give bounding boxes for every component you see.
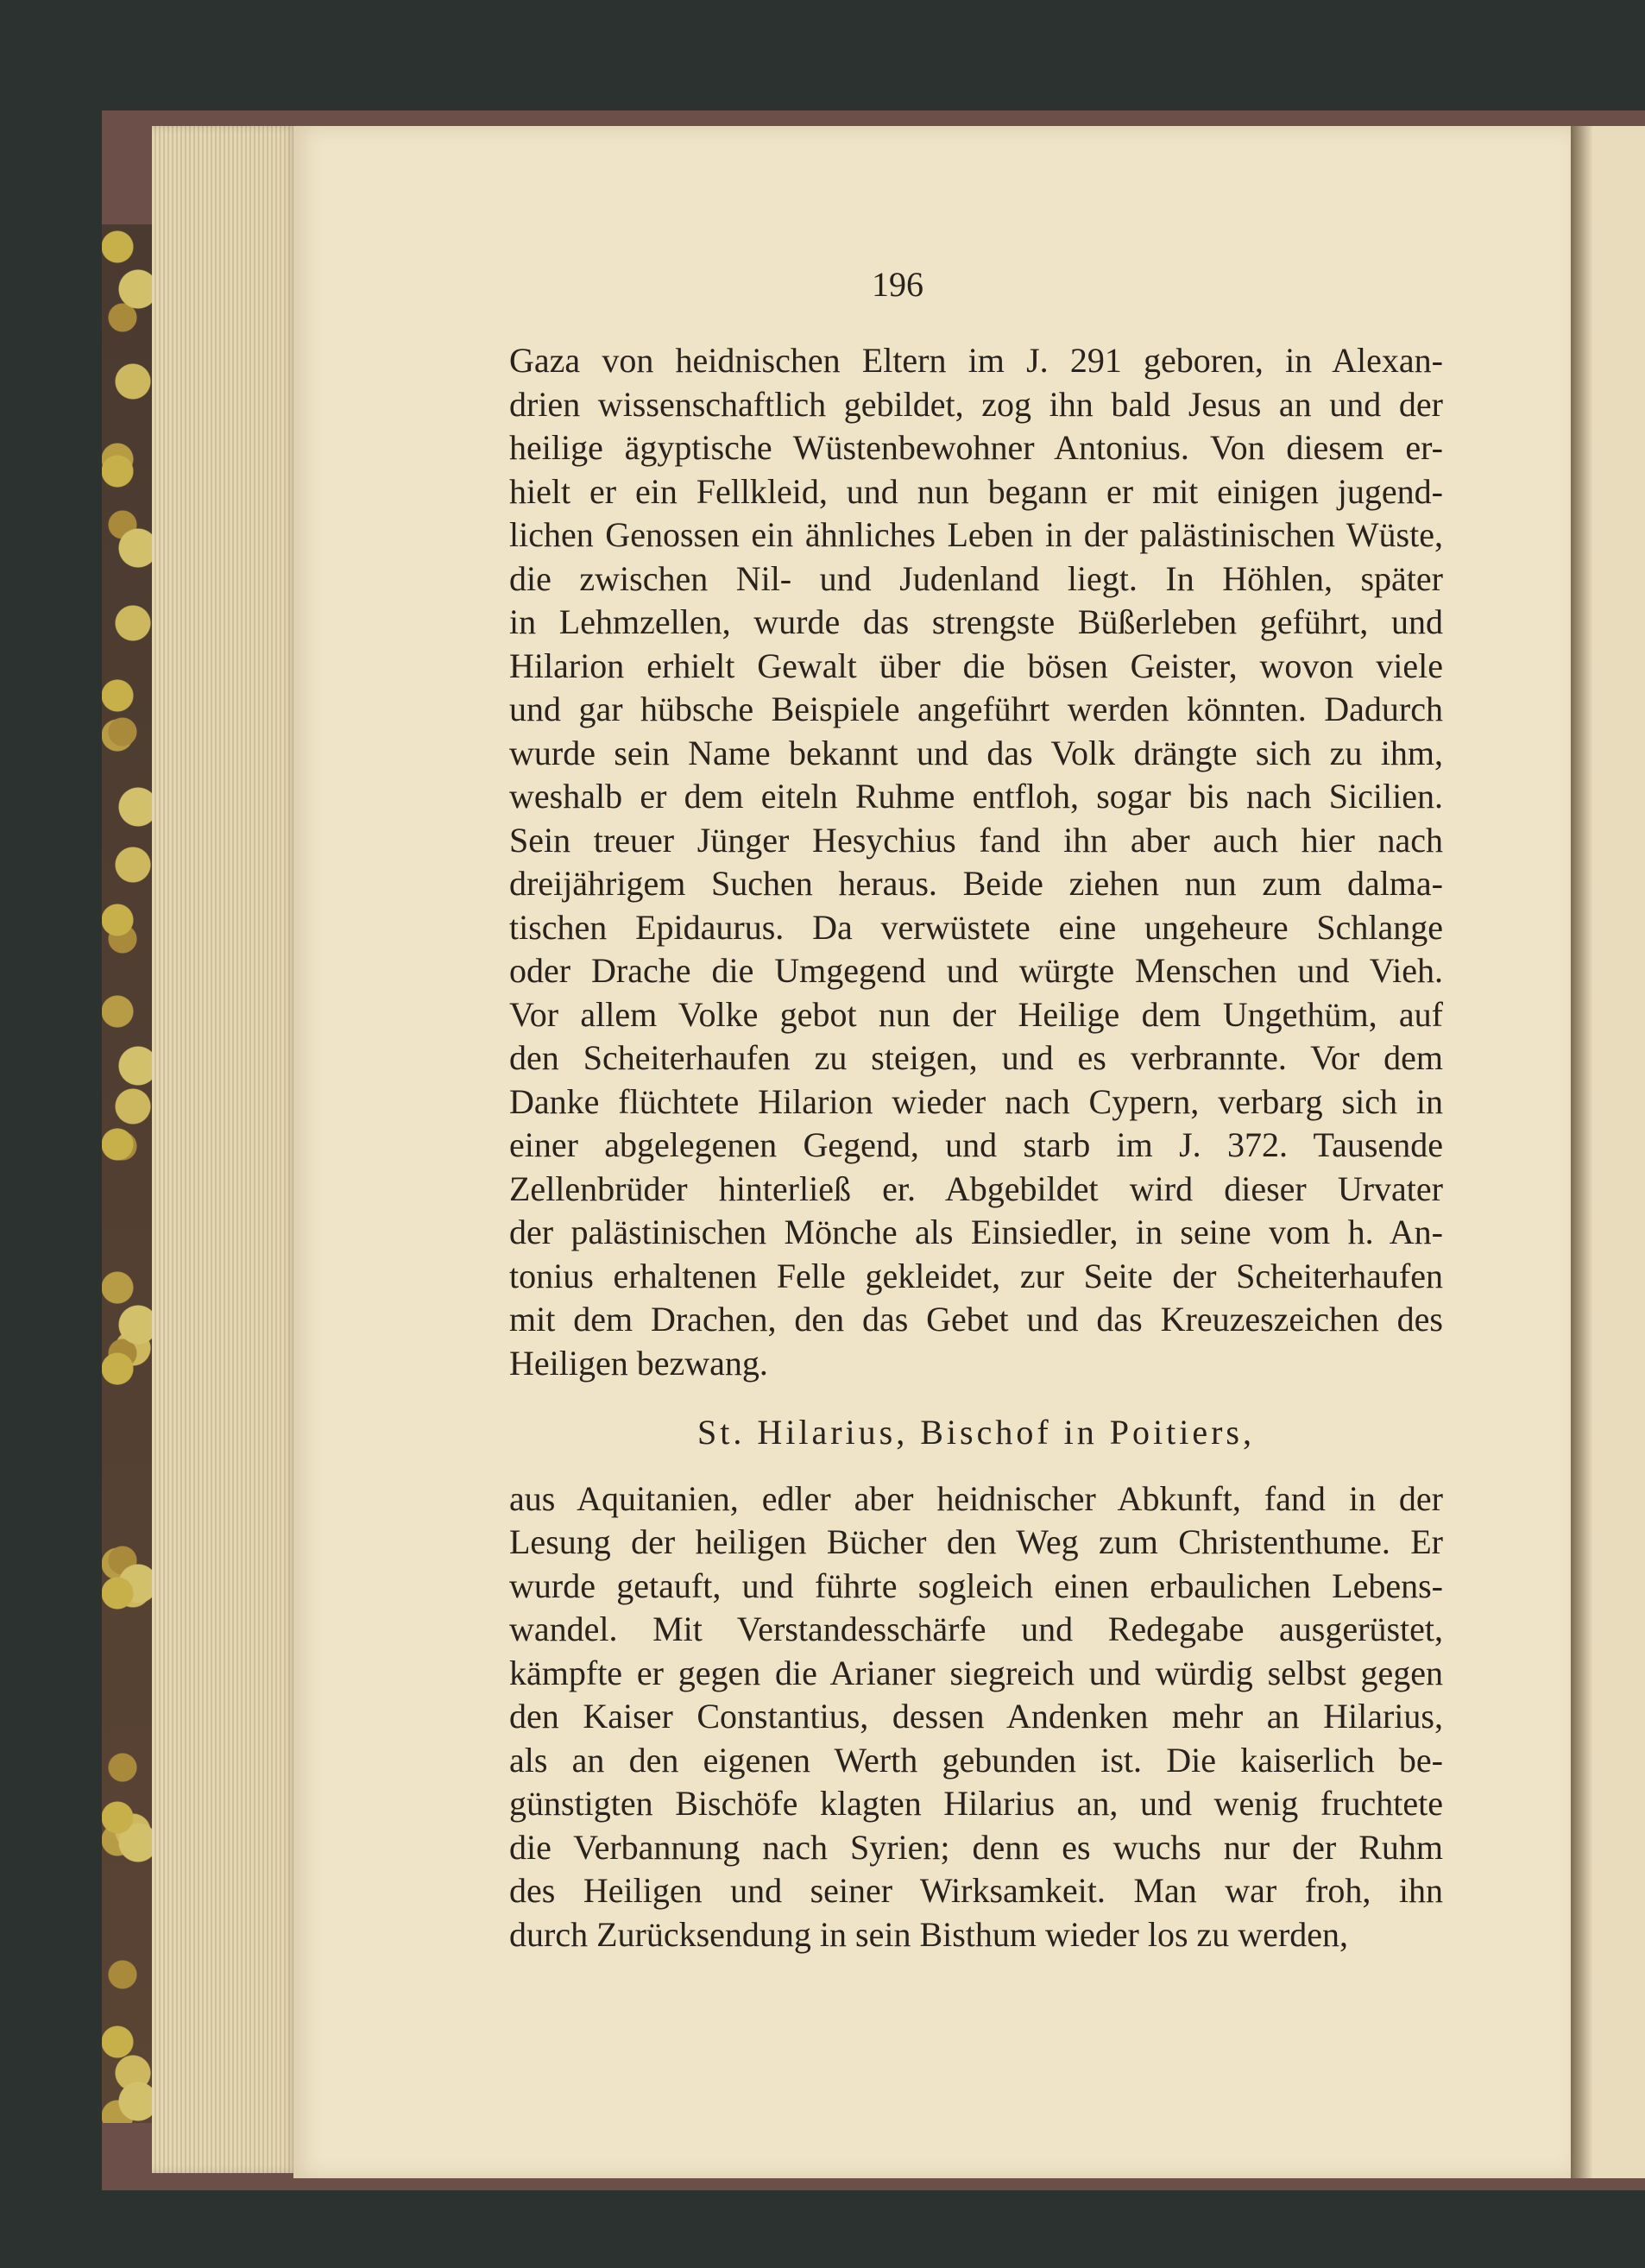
- text-line: tonius erhaltenen Felle gekleidet, zur Seite der Scheiterhaufen: [509, 1256, 1443, 1295]
- text-line: drien wissenschaftlich gebildet, zog ihn bald Jesus an und der: [509, 384, 1443, 424]
- marbled-edge: [102, 224, 154, 2123]
- paragraph-hilarion: [509, 339, 1443, 1385]
- text-line: wurde getauft, und führte sogleich einen erbaulichen Lebens-: [509, 1566, 1443, 1605]
- text-line: mit dem Drachen, den das Gebet und das Kreuzeszeichen des: [509, 1300, 1443, 1339]
- text-line: Vor allem Volke gebot nun der Heilige dem Ungethüm, auf: [509, 994, 1443, 1034]
- text-line: wurde sein Name bekannt und das Volk drängte sich zu ihm,: [509, 733, 1443, 772]
- facing-page-edge: [1571, 126, 1645, 2178]
- text-line: und gar hübsche Beispiele angeführt werden könnten. Dadurch: [509, 690, 1443, 728]
- text-line: den Scheiterhaufen zu steigen, und es verbrannte. Vor dem: [509, 1038, 1443, 1077]
- text-line: in Lehmzellen, wurde das strengste Büßerleben geführt, und: [509, 602, 1443, 641]
- text-line: die zwischen Nil- und Judenland liegt. In Höhlen, später: [509, 558, 1443, 598]
- text-line: wandel. Mit Verstandesschärfe und Redegabe ausgerüstet,: [509, 1610, 1443, 1648]
- page-text: [509, 339, 1443, 1956]
- text-line: Hilarion erhielt Gewalt über die bösen Geister, wovon viele: [509, 646, 1443, 685]
- text-line: tischen Epidaurus. Da verwüstete eine ungeheure Schlange: [509, 907, 1443, 947]
- text-line: die Verbannung nach Syrien; denn es wuchs nur der Ruhm: [509, 1827, 1443, 1867]
- text-line: oder Drache die Umgegend und würgte Menschen und Vieh.: [509, 951, 1443, 990]
- text-line: hielt er ein Fellkleid, und nun begann er mit einigen jugend-: [509, 471, 1443, 511]
- text-line: den Kaiser Constantius, dessen Andenken mehr an Hilarius,: [509, 1697, 1443, 1736]
- text-line: Gaza von heidnischen Eltern im J. 291 geboren, in Alexan-: [509, 341, 1443, 380]
- text-line: durch Zurücksendung in sein Bisthum wieder los zu werden,: [509, 1914, 1349, 1954]
- paragraph-hilarius: [509, 1477, 1443, 1957]
- page-block-edge: [152, 126, 297, 2173]
- text-line: günstigten Bischöfe klagten Hilarius an, und wenig fruchtete: [509, 1784, 1443, 1823]
- book-page: [293, 126, 1571, 2178]
- text-line: der palästinischen Mönche als Einsiedler, in seine vom h. An-: [509, 1213, 1443, 1251]
- text-line: Heiligen bezwang.: [509, 1343, 768, 1383]
- text-line: Danke flüchtete Hilarion wieder nach Cypern, verbarg sich in: [509, 1081, 1443, 1121]
- text-line: aus Aquitanien, edler aber heidnischer Abkunft, fand in der: [509, 1478, 1443, 1518]
- text-line: lichen Genossen ein ähnliches Leben in der palästinischen Wüste,: [509, 515, 1443, 554]
- page-number: 196: [872, 265, 923, 304]
- text-line: heilige ägyptische Wüstenbewohner Antonius. Von diesem er-: [509, 428, 1443, 467]
- text-line: Sein treuer Jünger Hesychius fand ihn aber auch hier nach: [509, 820, 1443, 860]
- text-line: des Heiligen und seiner Wirksamkeit. Man war froh, ihn: [509, 1871, 1443, 1910]
- text-line: einer abgelegenen Gegend, und starb im J. 372. Tausende: [509, 1125, 1443, 1164]
- text-line: als an den eigenen Werth gebunden ist. Die kaiserlich be-: [509, 1740, 1443, 1780]
- text-line: kämpfte er gegen die Arianer siegreich und würdig selbst gegen: [509, 1653, 1443, 1692]
- section-heading: St. Hilarius, Bischof in Poitiers,: [697, 1413, 1255, 1452]
- text-line: Zellenbrüder hinterließ er. Abgebildet wird dieser Urvater: [509, 1169, 1443, 1208]
- text-line: weshalb er dem eiteln Ruhme entfloh, sogar bis nach Sicilien.: [509, 777, 1443, 816]
- text-line: dreijährigem Suchen heraus. Beide ziehen nun zum dalma-: [509, 864, 1443, 903]
- text-line: Lesung der heiligen Bücher den Weg zum Christenthume. Er: [509, 1522, 1443, 1561]
